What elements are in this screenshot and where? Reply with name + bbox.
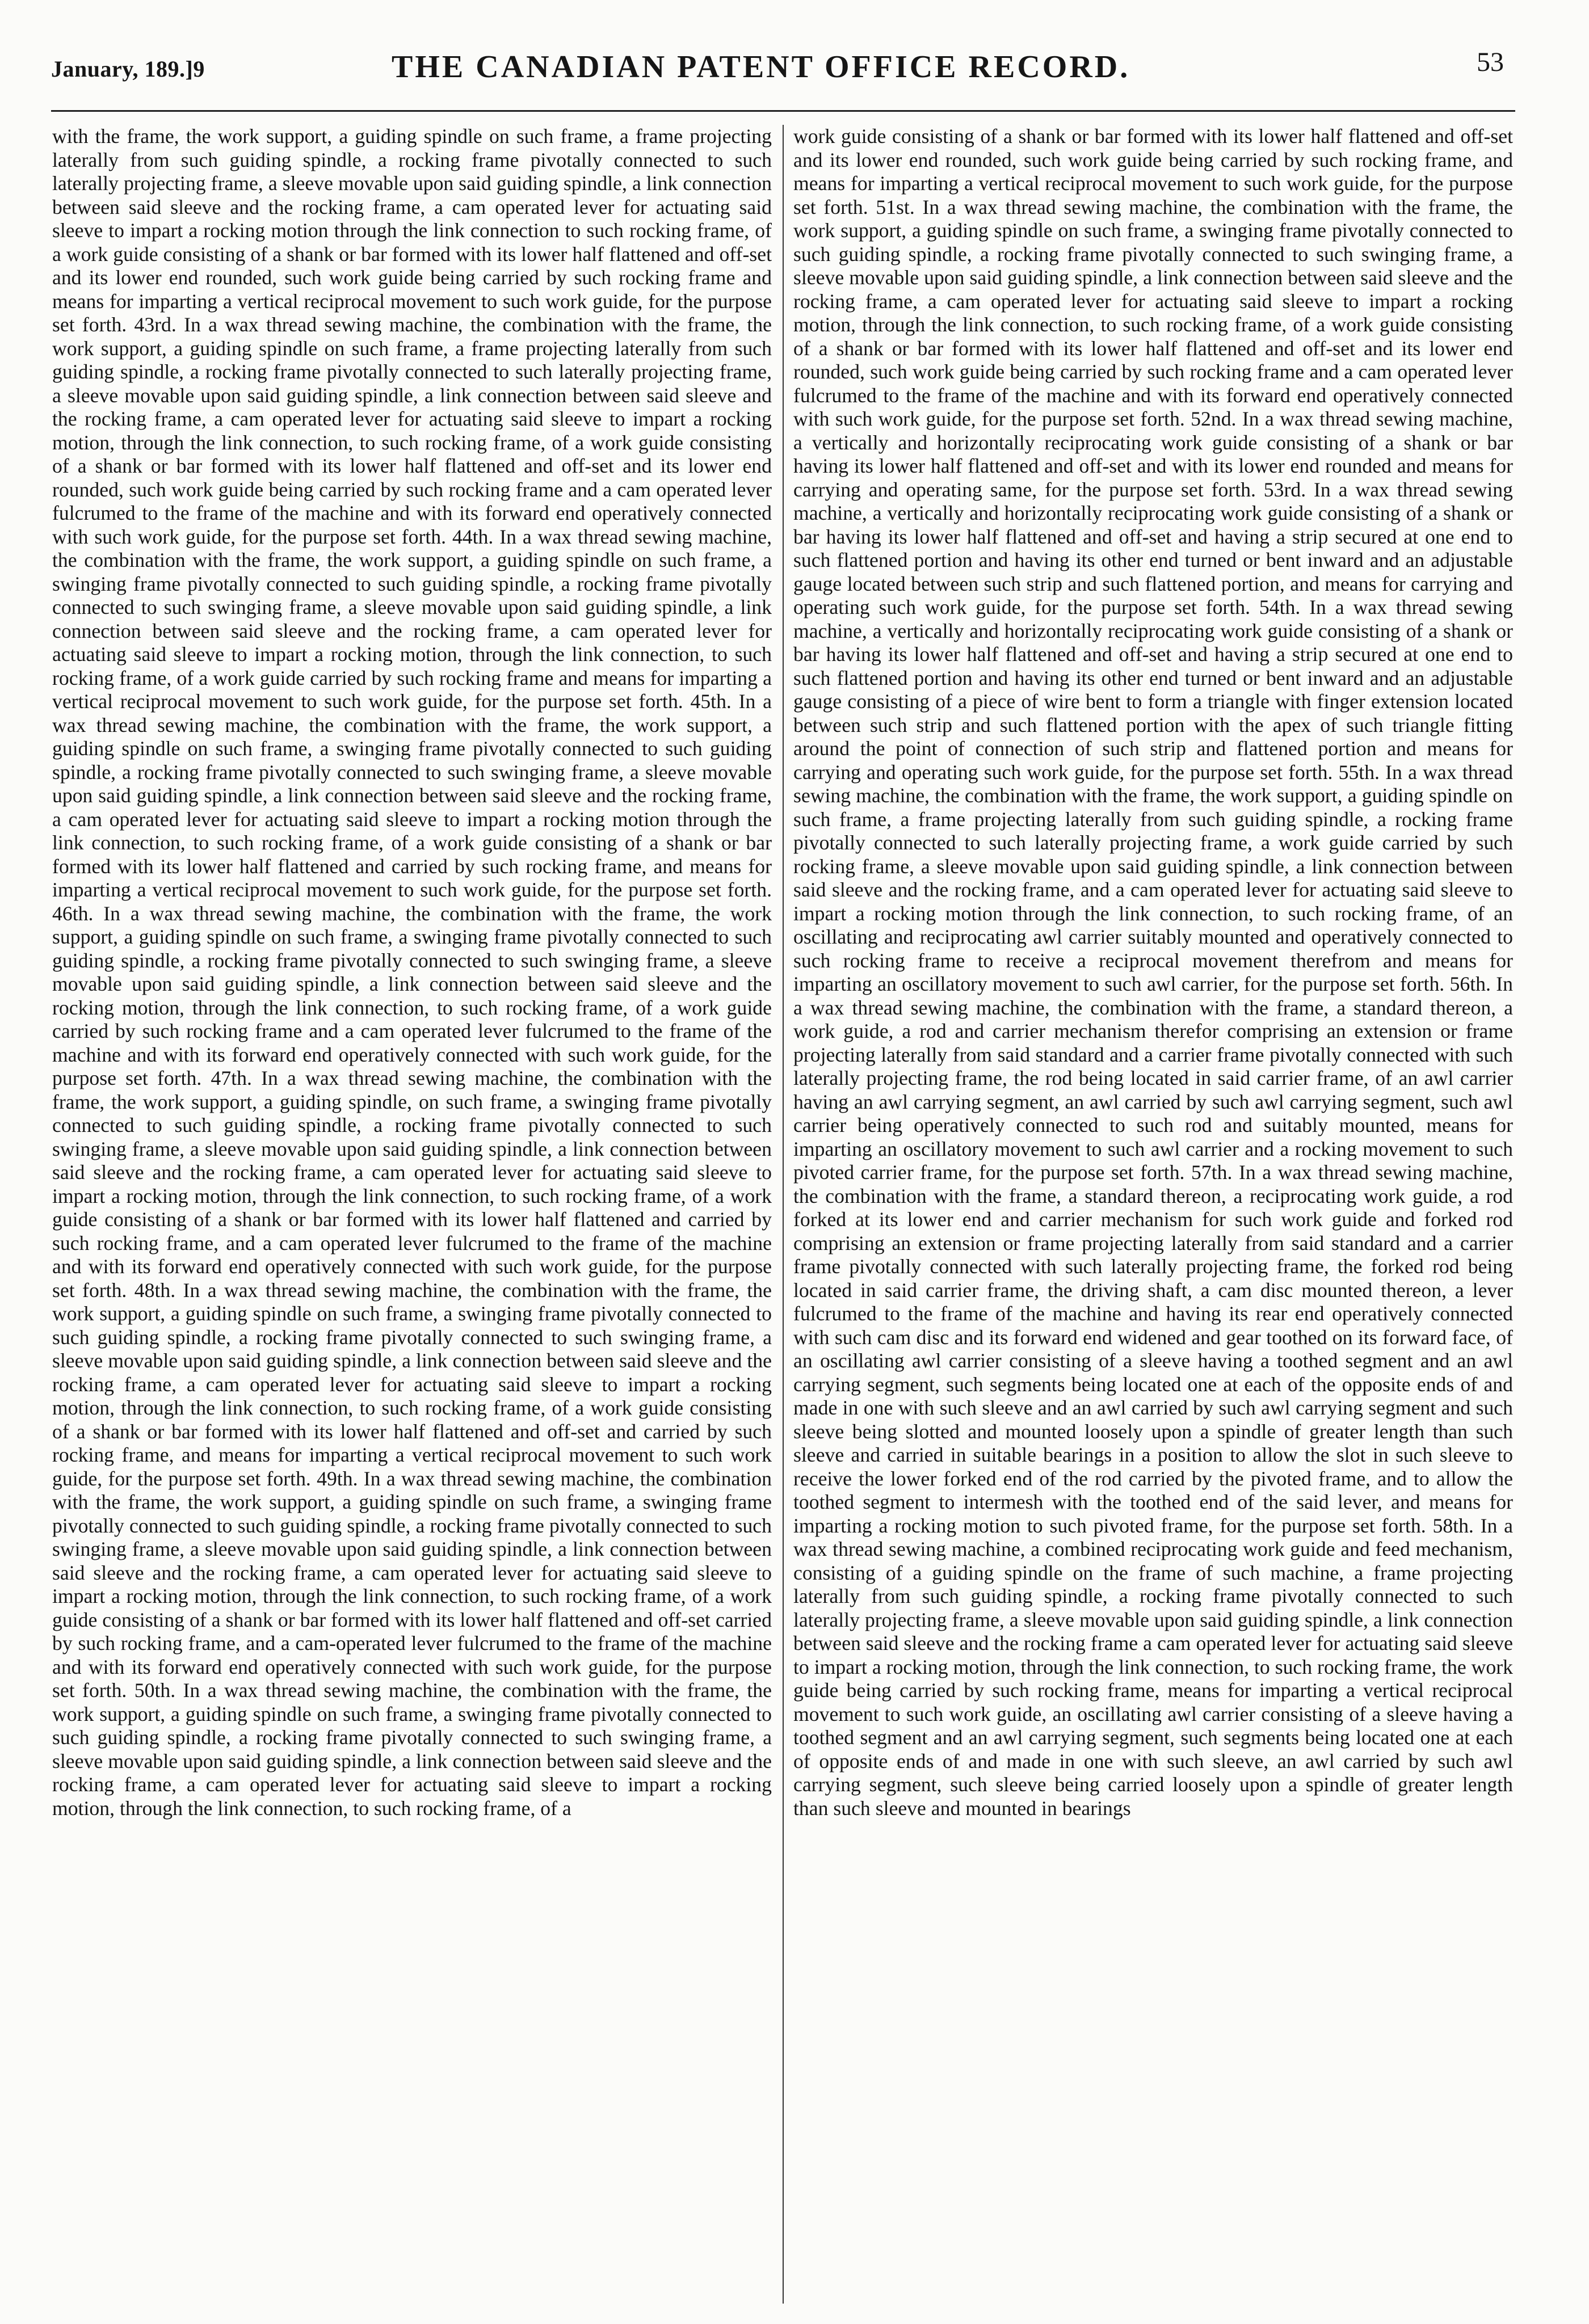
right-column <box>793 125 1513 2298</box>
left-column <box>52 125 772 2298</box>
page-header <box>45 41 1510 92</box>
publication-title: THE CANADIAN PATENT OFFICE RECORD. <box>392 49 1130 85</box>
page-number: 53 <box>1477 47 1504 77</box>
right-column-text: work guide consisting of a shank or bar formed with its lower half flattened and off-set and its lower end rounded, such work guide being carried by such rocking frame, and means for imparting a vertical reciprocal movement to such work guide, for the purpose set forth. 51st. In a wax thread sewing machine, the combination with the frame, the work support, a guiding spindle on such frame, a swinging frame pivotally connected to such guiding spindle, a rocking frame pivotally connected to such swinging frame, a sleeve movable upon said guiding spindle, a link connection between said sleeve and the rocking frame, a cam operated lever for actuating said sleeve to impart a rocking motion, through the link connection, to such rocking frame, of a work guide consisting of a shank or bar formed with its lower half flattened and off-set and its lower end rounded, such work guide being carried by such rocking frame and a cam operated lever fulcrumed to the frame of the machine and with its forward end operatively connected with such work guide, for the purpose set forth. 52nd. In a wax thread sewing machine, a vertically and horizontally reciprocating work guide consisting of a shank or bar having its lower half flattened and off-set and with its lower end rounded and means for carrying and operating same, for the purpose set forth. 53rd. In a wax thread sewing machine, a vertically and horizontally reciprocating work guide consisting of a shank or bar having its lower half flattened and off-set and having a strip secured at one end to such flattened portion and having its other end turned or bent inward and an adjustable gauge located between such strip and such flattened portion, and means for carrying and operating such work guide, for the purpose set forth. 54th. In a wax thread sewing machine, a vertically and horizontally reciprocating work guide consisting of a shank or bar having its lower half flattened and off-set and having a strip secured at one end to such flattened portion and having its other end turned or bent inward and an adjustable gauge consisting of a piece of wire bent to form a triangle with finger extension located between such strip and such flattened portion with the apex of such triangle fitting around the point of connection of such strip and flattened portion and means for carrying and operating such work guide, for the purpose set forth. 55th. In a wax thread sewing machine, the combination with the frame, the work support, a guiding spindle on such frame, a frame projecting laterally from such guiding spindle, a rocking frame pivotally connected to such laterally projecting frame, a work guide carried by such rocking frame, a sleeve movable upon said guiding spindle, a link connection between said sleeve and the rocking frame, and a cam operated lever for actuating said sleeve to impart a rocking motion through the link connection, to such rocking frame, of an oscillating and reciprocating awl carrier suitably mounted and operatively connected to such rocking frame to receive a reciprocal movement therefrom and means for imparting an oscillatory movement to such awl carrier, for the purpose set forth. 56th. In a wax thread sewing machine, the combination with the frame, a standard thereon, a work guide, a rod and carrier mechanism therefor comprising an extension or frame projecting laterally from said standard and a carrier frame pivotally connected with such laterally projecting frame, the rod being located in said carrier frame, of an awl carrier having an awl carrying segment, an awl carried by such awl carrying segment, such awl carrier being operatively connected to such rod and suitably mounted, means for imparting an oscillatory movement to such awl carrier and a rocking movement to such pivoted carrier frame, for the purpose set forth. 57th. In a wax thread sewing machine, the combination with the frame, a standard thereon, a reciprocating work guide, a rod forked at its lower end and carrier mechanism for such work guide and forked rod comprising an extension or frame projecting laterally from said standard and a carrier frame pivotally connected with such laterally projecting frame, the forked rod being located in said carrier frame, the driving shaft, a cam disc mounted thereon, a lever fulcrumed to the frame of the machine and having its rear end operatively connected with such cam disc and its forward end widened and gear toothed on its forward face, of an oscillating awl carrier consisting of a sleeve having a toothed segment and an awl carrying segment, such segments being located one at each of the opposite ends of and made in one with such sleeve and an awl carried by such awl carrying segment and such sleeve being slotted and mounted loosely upon a spindle of greater length than such sleeve and carried in suitable bearings in a position to allow the slot in such sleeve to receive the lower forked end of the rod carried by the pivoted frame, and to allow the toothed segment to intermesh with the toothed end of the said lever, and means for imparting a rocking motion to such pivoted frame, for the purpose set forth. 58th. In a wax thread sewing machine, a combined reciprocating work guide and feed mechanism, consisting of a guiding spindle on the frame of such machine, a frame projecting laterally from such guiding spindle, a rocking frame pivotally connected to such laterally projecting frame, a sleeve movable upon said guiding spindle, a link connection between said sleeve and the rocking frame a cam operated lever for actuating said sleeve to impart a rocking motion, through the link connection, to such rocking frame, the work guide being carried by such rocking frame, means for imparting a vertical reciprocal movement to such work guide, an oscillating awl carrier consisting of a sleeve having a toothed segment and an awl carrying segment, such segments being located one at each of opposite ends of and made in one with such sleeve, an awl carried by such awl carrying segment, such sleeve being carried loosely upon a spindle of greater length than such sleeve and mounted in bearings <box>793 125 1513 1820</box>
left-column-text: with the frame, the work support, a guiding spindle on such frame, a frame projecting laterally from such guiding spindle, a rocking frame pivotally connected to such laterally projecting frame, a sleeve movable upon said guiding spindle, a link connection between said sleeve and the rocking frame, a cam operated lever for actuating said sleeve to impart a rocking motion through the link connection to such rocking frame, of a work guide consisting of a shank or bar formed with its lower half flattened and off-set and its lower end rounded, such work guide being carried by such rocking frame and means for imparting a vertical reciprocal movement to such work guide, for the purpose set forth. 43rd. In a wax thread sewing machine, the combination with the frame, the work support, a guiding spindle on such frame, a frame projecting laterally from such guiding spindle, a rocking frame pivotally connected to such laterally projecting frame, a sleeve movable upon said guiding spindle, a link connection between said sleeve and the rocking frame, a cam operated lever for actuating said sleeve to impart a rocking motion, through the link connection, to such rocking frame, of a work guide consisting of a shank or bar formed with its lower half flattened and off-set and its lower end rounded, such work guide being carried by such rocking frame and a cam operated lever fulcrumed to the frame of the machine and with its forward end operatively connected with such work guide, for the purpose set forth. 44th. In a wax thread sewing machine, the combination with the frame, the work support, a guiding spindle on such frame, a swinging frame pivotally connected to such guiding spindle, a rocking frame pivotally connected to such swinging frame, a sleeve movable upon said guiding spindle, a link connection between said sleeve and the rocking frame, a cam operated lever for actuating said sleeve to impart a rocking motion, through the link connection, to such rocking frame, of a work guide carried by such rocking frame and means for imparting a vertical reciprocal movement to such work guide, for the purpose set forth. 45th. In a wax thread sewing machine, the combination with the frame, the work support, a guiding spindle on such frame, a swinging frame pivotally connected to such guiding spindle, a rocking frame pivotally connected to such swinging frame, a sleeve movable upon said guiding spindle, a link connection between said sleeve and the rocking frame, a cam operated lever for actuating said sleeve to impart a rocking motion through the link connection, to such rocking frame, of a work guide consisting of a shank or bar formed with its lower half flattened and carried by such rocking frame, and means for imparting a vertical reciprocal movement to such work guide, for the purpose set forth. 46th. In a wax thread sewing machine, the combination with the frame, the work support, a guiding spindle on such frame, a swinging frame pivotally connected to such guiding spindle, a rocking frame pivotally connected to such swinging frame, a sleeve movable upon said guiding spindle, a link connection between said sleeve and the rocking motion, through the link connection, to such rocking frame, of a work guide carried by such rocking frame and a cam operated lever fulcrumed to the frame of the machine and with its forward end operatively connected with such work guide, for the purpose set forth. 47th. In a wax thread sewing machine, the combination with the frame, the work support, a guiding spindle, on such frame, a swinging frame pivotally connected to such guiding spindle, a rocking frame pivotally connected to such swinging frame, a sleeve movable upon said guiding spindle, a link connection between said sleeve and the rocking frame, a cam operated lever for actuating said sleeve to impart a rocking motion, through the link connection, to such rocking frame, of a work guide consisting of a shank or bar formed with its lower half flattened and carried by such rocking frame, and a cam operated lever fulcrumed to the frame of the machine and with its forward end operatively connected with such work guide, for the purpose set forth. 48th. In a wax thread sewing machine, the combination with the frame, the work support, a guiding spindle on such frame, a swinging frame pivotally connected to such guiding spindle, a rocking frame pivotally connected to such swinging frame, a sleeve movable upon said guiding spindle, a link connection between said sleeve and the rocking frame, a cam operated lever for actuating said sleeve to impart a rocking motion, through the link connection, to such rocking frame, of a work guide consisting of a shank or bar formed with its lower half flattened and off-set and carried by such rocking frame, and means for imparting a vertical reciprocal movement to such work guide, for the purpose set forth. 49th. In a wax thread sewing machine, the combination with the frame, the work support, a guiding spindle on such frame, a swinging frame pivotally connected to such guiding spindle, a rocking frame pivotally connected to such swinging frame, a sleeve movable upon said guiding spindle, a link connection between said sleeve and the rocking frame, a cam operated lever for actuating said sleeve to impart a rocking motion, through the link connection, to such rocking frame, of a work guide consisting of a shank or bar formed with its lower half flattened and off-set carried by such rocking frame, and a cam-operated lever fulcrumed to the frame of the machine and with its forward end operatively connected with such work guide, for the purpose set forth. 50th. In a wax thread sewing machine, the combination with the frame, the work support, a guiding spindle on such frame, a swinging frame pivotally connected to such guiding spindle, a rocking frame pivotally connected to such swinging frame, a sleeve movable upon said guiding spindle, a link connection between said sleeve and the rocking frame, a cam operated lever for actuating said sleeve to impart a rocking motion, through the link connection, to such rocking frame, of a <box>52 125 772 1820</box>
header-rule <box>51 110 1515 112</box>
issue-date: January, 189.]9 <box>51 56 205 82</box>
column-divider <box>783 125 784 2304</box>
